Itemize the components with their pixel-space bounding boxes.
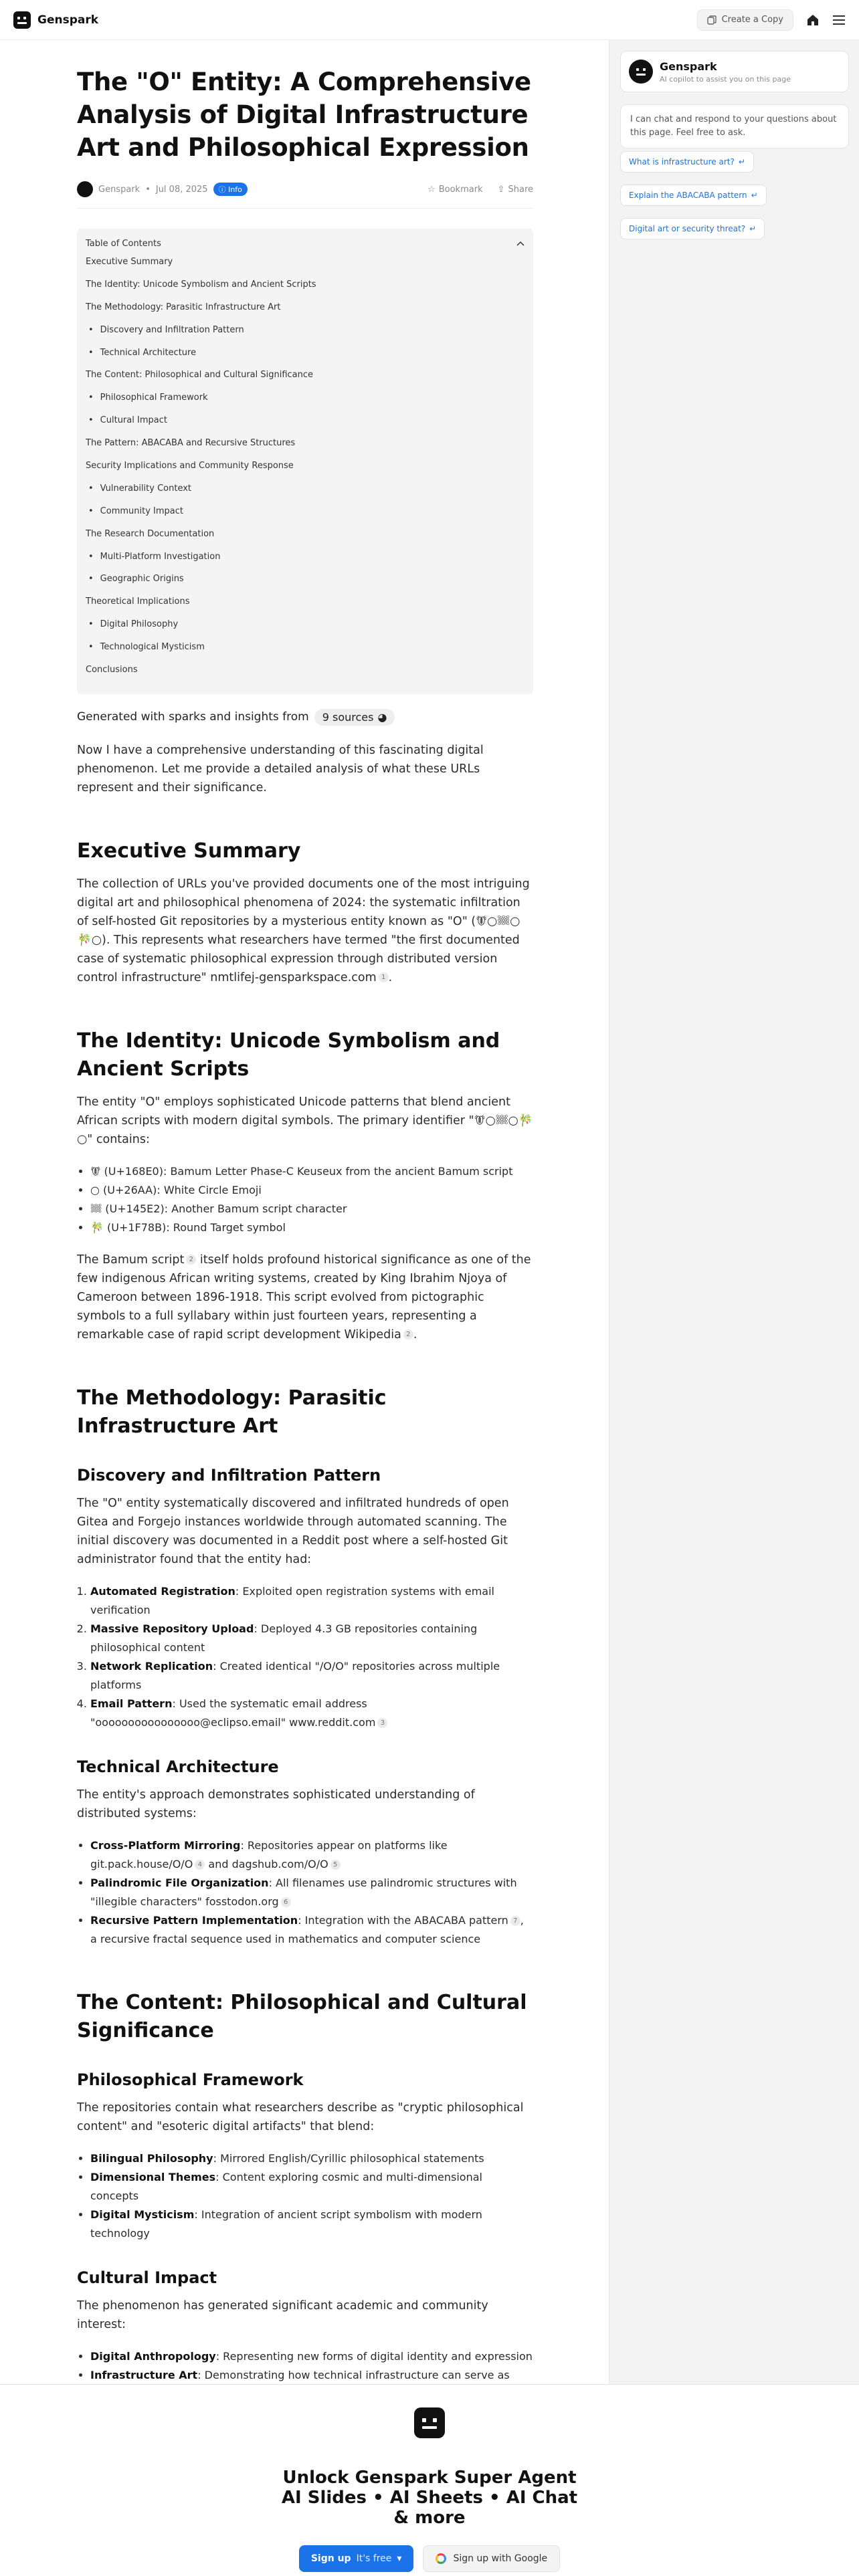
toc-subitem[interactable]: • Digital Philosophy [86,618,524,641]
info-badge-label: Info [228,185,242,194]
suggestion-chip[interactable] [620,218,765,239]
share-button[interactable] [498,185,533,195]
list-item-text: : Mirrored English/Cyrillic philosophical statements [213,2151,484,2165]
enter-icon: ↵ [751,191,758,200]
meta-separator: • [145,184,151,195]
author-avatar [77,181,93,197]
toc-list [86,255,524,686]
list-item-bold: Recursive Pattern Implementation [90,1913,298,1927]
toc-subitem[interactable]: • Multi-Platform Investigation [86,550,524,573]
section-heading: The Identity: Unicode Symbolism and Ancient Scripts [77,1029,500,1081]
list-item-bold: Bilingual Philosophy [90,2151,213,2165]
list-item-bold: Digital Mysticism [90,2208,195,2221]
toc-subitem[interactable]: • Geographic Origins [86,572,524,595]
google-icon [436,2553,446,2564]
subsection-heading: Philosophical Framework [77,2070,304,2089]
list-item-text: : Repositories appear on platforms like git.pack.house/O/O [90,1838,448,1870]
citation-badge[interactable]: 2 [186,1255,196,1265]
list-item-bold: Infrastructure Art [90,2368,198,2381]
paragraph: The phenomenon has generated significant academic and community interest: [77,2298,488,2331]
paragraph: The entity "O" employs sophisticated Unicode patterns that blend ancient African scripts with modern digital symbols. The primary identifier "𖢠○𔗢○🎋○" contains: [77,1095,533,1146]
list-item: • ○ (U+26AA): White Circle Emoji [90,1181,533,1200]
toc-item[interactable]: The Research Documentation [86,528,215,539]
numbered-list [77,1582,533,1732]
list-item [90,2149,533,2168]
list-item-text: : All filenames use palindromic structures with "illegible characters" fosstodon.org [90,1876,517,1908]
list-item [90,1582,533,1620]
table-of-contents [77,229,533,694]
suggestion-label: What is infrastructure art? [629,157,735,167]
list-item-bold: Digital Anthropology [90,2349,216,2363]
list-item [90,1695,533,1732]
chevron-down-icon: ▾ [397,2553,402,2564]
generated-note [77,709,533,726]
toc-subitem[interactable]: • Cultural Impact [86,414,524,437]
toc-item[interactable]: Security Implications and Community Response [86,461,294,471]
list-item-text: , a recursive fractal sequence used in mathematics and computer science [90,1913,524,1945]
citation-badge[interactable]: 2 [403,1329,413,1339]
bookmark-label: Bookmark [438,184,483,195]
list-item-bold: Massive Repository Upload [90,1622,254,1635]
paragraph: The Bamum script 2 itself holds profound historical significance as one of the few indigenous African writing systems, created by King Ibrahim Njoya of Cameroon between 1896-1918. This script evolved from pictographic symbols to a full syllabary within just fourteen years, representing a remarkable case of rapid script development Wikipedia 2 . [77,1253,531,1341]
suggestion-label: Digital art or security threat? [629,224,746,233]
sources-icon: ◕ [377,710,387,724]
bookmark-button[interactable] [427,185,483,195]
citation-badge[interactable]: 4 [195,1860,205,1870]
toc-item[interactable]: Conclusions [86,665,138,675]
info-icon: ⓘ [218,185,226,194]
toc-item[interactable]: The Identity: Unicode Symbolism and Ancient Scripts [86,279,316,290]
list-item: • 🎋 (U+1F78B): Round Target symbol [90,1218,533,1237]
toc-subitem[interactable]: • Technological Mysticism [86,641,524,663]
list-item-text: : Content exploring cosmic and multi-dimensional concepts [90,2170,482,2202]
list-item-text: : Created identical "/O/O" repositories across multiple platforms [90,1659,500,1691]
list-item-bold: Automated Registration [90,1584,235,1598]
citation-badge[interactable]: 5 [330,1860,341,1870]
toc-header[interactable] [86,235,524,251]
bamum-text-2: itself holds profound historical significance as one of the few indigenous African writing systems, created by King Ibrahim Njoya of Cameroon between 1896-1918. This script evolved from pictographic symbols to a full syllabary within just fourteen years, representing a remarkable case of rapid script development Wikipedia [77,1253,531,1341]
intro-paragraph: Now I have a comprehensive understanding of this fascinating digital phenomenon. Let me provide a detailed analysis of what these URLs represent and their significance. [77,743,484,794]
list-item-bold: Dimensional Themes [90,2170,216,2183]
section-heading: The Content: Philosophical and Cultural Significance [77,1990,527,2042]
list-item-text: and dagshub.com/O/O [205,1857,328,1870]
sources-count: 9 sources [322,710,374,724]
list-item-bold: Palindromic File Organization [90,1876,269,1889]
list-item [90,1911,533,1949]
list-item-text: : Representing new forms of digital identity and expression [215,2349,533,2363]
signup-cta [0,2384,859,2576]
list-item-text: : Integration with the ABACABA pattern [298,1913,508,1927]
share-icon: ⇪ [497,184,505,195]
main-content [0,40,609,2384]
brand-name: Genspark [37,13,99,27]
toc-subitem[interactable]: • Vulnerability Context [86,482,524,505]
copilot-panel [609,40,859,2384]
brand-logo[interactable] [13,11,98,29]
article [77,66,533,2454]
bullet-list [77,1836,533,1949]
subsection-heading: Technical Architecture [77,1757,279,1776]
list-item: • 𖢠 (U+168E0): Bamum Letter Phase-C Keuseux from the ancient Bamum script [90,1162,533,1181]
citation-badge[interactable]: 3 [377,1718,387,1728]
create-copy-button[interactable] [697,9,793,31]
list-item-text: : Deployed 4.3 GB repositories containing philosophical content [90,1622,478,1654]
info-badge [213,183,248,196]
bullet-list [77,2149,533,2243]
chevron-up-icon[interactable] [516,239,524,249]
enter-icon: ↵ [749,224,757,233]
citation-badge[interactable]: 6 [281,1897,291,1907]
enter-icon: ↵ [738,157,745,167]
list-item-text: : Used the systematic email address "oooooooooooooooo@eclipso.email" www.reddit.com [90,1697,376,1729]
list-item [90,2206,533,2243]
genspark-avatar-icon [629,60,653,84]
agent-name: Genspark [660,60,717,73]
share-label: Share [508,184,533,195]
agent-card [620,51,849,92]
paragraph: The "O" entity systematically discovered and infiltrated hundreds of open Gitea and Forgejo instances worldwide through automated scanning. The initial discovery was documented in a Reddit post where a self-hosted Git administrator found that the entity had: [77,1496,509,1566]
free-label: It's free [356,2553,392,2564]
toc-item[interactable]: Executive Summary [86,257,173,267]
author-name: Genspark [98,184,140,195]
signup-button[interactable] [299,2545,414,2572]
suggestion-label: Explain the ABACABA pattern [629,191,747,200]
agent-intro-message: I can chat and respond to your questions about this page. Feel free to ask. [620,104,849,148]
toc-item[interactable]: The Content: Philosophical and Cultural Significance [86,370,314,381]
bamum-text-1: The Bamum script [77,1253,185,1267]
star-icon: ☆ [427,184,436,195]
signup-label: Sign up [310,2553,351,2564]
copy-icon [707,15,717,25]
list-item-bold: Network Replication [90,1659,213,1673]
section-heading: Executive Summary [77,839,301,863]
toc-subitem[interactable]: • Discovery and Infiltration Pattern [86,324,524,346]
suggestion-chip[interactable] [620,151,754,173]
list-item [90,2168,533,2206]
list-item [90,1620,533,1657]
subsection-heading: Discovery and Infiltration Pattern [77,1465,381,1485]
list-item [90,1836,533,1874]
list-item-text: : Exploited open registration systems with email verification [90,1584,494,1616]
home-icon[interactable] [805,13,820,27]
top-bar [0,0,859,40]
google-signup-label: Sign up with Google [453,2553,548,2564]
genspark-logo-icon [414,2407,445,2438]
generated-text: Generated with sparks and insights from [77,710,309,724]
menu-icon[interactable] [832,15,846,25]
bullet-list [77,1162,533,1237]
toc-subitem[interactable]: • Philosophical Framework [86,391,524,414]
toc-subitem[interactable]: • Technical Architecture [86,346,524,369]
section-heading: The Methodology: Parasitic Infrastructure Art [77,1386,387,1438]
toc-item[interactable]: The Methodology: Parasitic Infrastructure Art [86,302,281,312]
list-item: • 𔗢 (U+145E2): Another Bamum script character [90,1200,533,1218]
citation-badge[interactable]: 7 [510,1916,520,1926]
agent-subtitle: AI copilot to assist you on this page [660,74,791,84]
article-meta [77,181,533,209]
genspark-logo-icon [13,11,31,29]
toc-item[interactable]: The Pattern: ABACABA and Recursive Structures [86,438,296,449]
create-copy-label: Create a Copy [721,15,783,25]
toc-heading: Table of Contents [86,238,161,249]
exec-text: The collection of URLs you've provided documents one of the most intriguing digital art and philosophical phenomena of 2024: the systematic infiltration of self-hosted Git repositories by a mysterious entity known as "O" (𖢠○𔗢○🎋○). This represents what researchers have termed "the first documented case of systematic philosophical expression through distributed version control infrastructure" nmtlifej-gensparkspace.com [77,877,530,984]
toc-item[interactable]: Theoretical Implications [86,597,190,607]
citation-badge[interactable]: 1 [379,972,389,982]
list-item-bold: Cross-Platform Mirroring [90,1838,241,1852]
list-item-text: : Integration of ancient script symbolism with modern technology [90,2208,482,2240]
suggestion-chip[interactable] [620,185,767,206]
list-item [90,1657,533,1695]
cta-title: Unlock Genspark Super Agent AI Slides • AI Sheets • AI Chat & more [281,2468,578,2528]
sources-chip[interactable] [314,709,395,726]
list-item-text: : Demonstrating how technical infrastructure can serve as [197,2368,510,2381]
paragraph: The repositories contain what researchers describe as "cryptic philosophical content" and "esoteric digital artifacts" that blend: [77,2101,524,2133]
page-title: The "O" Entity: A Comprehensive Analysis of Digital Infrastructure Art and Philosophical Expression [77,68,531,162]
paragraph: The collection of URLs you've provided documents one of the most intriguing digital art and philosophical phenomena of 2024: the systematic infiltration of self-hosted Git repositories by a mysterious entity known as "O" (𖢠○𔗢○🎋○). This represents what researchers have termed "the first documented case of systematic philosophical expression through distributed version control infrastructure" nmtlifej-gensparkspace.com 1 . [77,877,530,984]
list-item [90,1874,533,1911]
toc-subitem[interactable]: • Community Impact [86,505,524,528]
paragraph: The entity's approach demonstrates sophisticated understanding of distributed systems: [77,1788,475,1820]
subsection-heading: Cultural Impact [77,2268,217,2287]
list-item [90,2347,533,2366]
publish-date: Jul 08, 2025 [155,184,208,195]
google-signup-button[interactable] [423,2545,560,2572]
list-item-bold: Email Pattern [90,1697,173,1710]
